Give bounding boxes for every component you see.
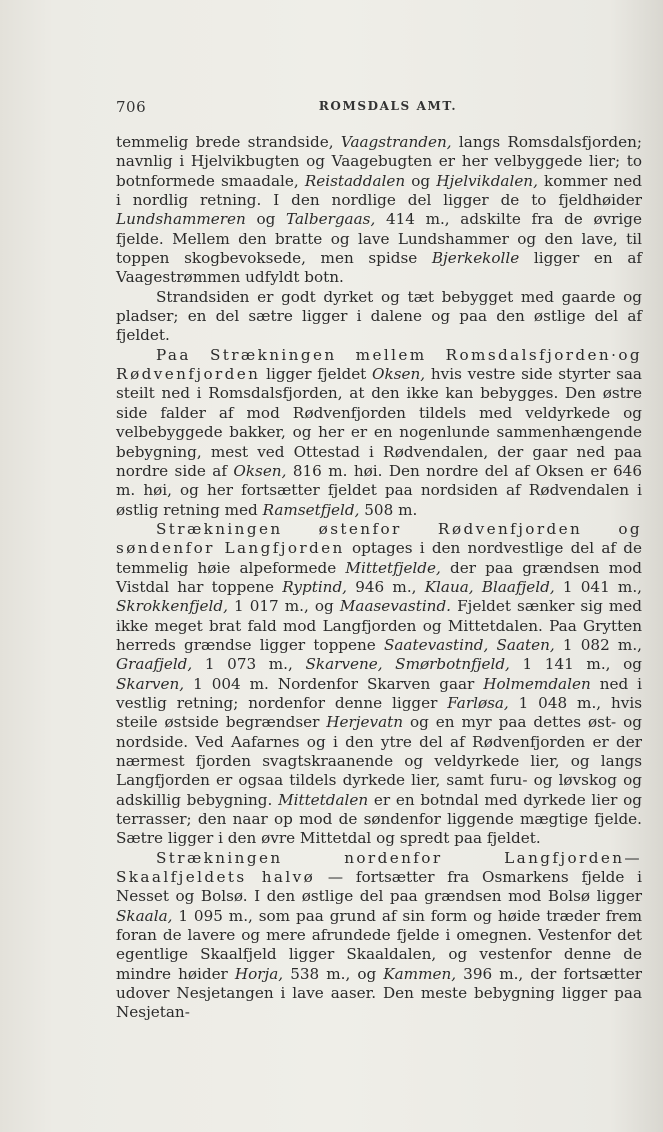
- place-name: Kammen,: [383, 964, 457, 983]
- text-run: ned i vestlig retning; nordenfor denne ligger: [116, 674, 642, 712]
- text-run: 1 048 m., hvis steile østside begrændser: [116, 693, 642, 732]
- section-lead: Strækningen østenfor Rødvenfjorden og søndenfor Langfjorden: [116, 519, 642, 558]
- text-run: temmelig brede strandside,: [116, 133, 341, 151]
- place-name: Klaua, Blaafjeld,: [424, 577, 555, 596]
- text-run: 1 017 m., og: [227, 597, 340, 616]
- place-name: Ryptind,: [282, 577, 348, 596]
- place-name: Holmemdalen: [483, 674, 591, 693]
- text-run: er en botndal med dyrkede lier og terrasser; den naar op mod de søndenfor liggende mægtige fjelde. Sætre ligger i den øvre Mittetdal og spredt paa fjeldet.: [116, 790, 642, 848]
- text-run: kommer ned i nordlig retning. I den nordlige del ligger de to fjeldhøider: [116, 171, 642, 210]
- text-run: Strandsiden er godt dyrket og tæt bebygget med gaarde og pladser; en del sætre ligger i dalene og paa den østlige del af fjeldet.: [116, 287, 642, 345]
- text-run: 1 095 m., som paa grund af sin form og høide træder frem foran de lavere og mere afrundede fjelde i omegnen. Vestenfor det egentlige Skaalfjeld ligger Skaaldalen, og vestenfor denne de mindre høider: [116, 906, 642, 983]
- text-run: optages i den nordvestlige del af de temmelig høie alpeformede: [116, 539, 643, 577]
- text-run: ligger fjeldet: [260, 365, 373, 384]
- text-run: 1 041 m.,: [554, 577, 642, 596]
- place-name: Ramsetfjeld,: [262, 500, 360, 519]
- paragraph-1: [116, 133, 642, 288]
- place-name: Mittetdalen: [278, 790, 369, 809]
- paragraph-5: [116, 849, 642, 1023]
- text-run: 414 m., adskilte fra de øvrige fjelde. Mellem den bratte og lave Lundshammer og den lave, til toppen skogbevoksede, men spidse: [116, 210, 642, 268]
- text-run: og en myr paa dettes øst- og nordside. Ved Aafarnes og i den ytre del af Rødvenfjorden er der nærmest fjorden svagtskraanende og veldyrkede lier, og langs Langfjorden er ogsaa tildels dyrkede lier, samt furu- og løvskog og adskillig bebygning.: [116, 713, 642, 809]
- text-run: — fortsætter fra Osmarkens fjelde i Nesset og Bolsø. I den østlige del paa grændsen mod Bolsø ligger: [116, 868, 643, 906]
- section-lead: Strækningen nordenfor Langfjorden— Skaalfjeldets halvø: [116, 848, 642, 887]
- place-name: Lundshammeren: [116, 210, 246, 229]
- place-name: Vaagstranden,: [340, 133, 452, 151]
- section-lead: Paa Strækningen mellem Romsdalsfjorden·og Rødvenfjorden: [116, 345, 642, 384]
- place-name: Skaala,: [116, 906, 173, 925]
- text-run: ligger en af Vaagestrømmen udfyldt botn.: [116, 249, 642, 287]
- place-name: Talbergaas,: [286, 210, 376, 229]
- text-run: 508 m.: [359, 500, 418, 519]
- place-name: Reistaddalen: [304, 171, 406, 190]
- place-name: Skarvene, Smørbotnfjeld,: [305, 655, 510, 674]
- body-text: [116, 133, 642, 1023]
- page-header: [116, 98, 642, 120]
- text-run: 946 m.,: [347, 577, 425, 596]
- paragraph-3: [116, 346, 642, 520]
- place-name: Maasevastind.: [339, 597, 452, 616]
- text-run: og: [245, 210, 286, 229]
- place-name: Skrokkenfjeld,: [116, 597, 228, 616]
- place-name: Oksen,: [233, 461, 287, 480]
- paragraph-4: [116, 520, 642, 849]
- place-name: Herjevatn: [326, 713, 404, 732]
- text-run: 1 004 m. Nordenfor Skarven gaar: [184, 674, 484, 693]
- text-run: 816 m. høi. Den nordre del af Oksen er 646 m. høi, og her fortsætter fjeldet paa nordsiden af Rødvendalen i østlig retning med: [116, 461, 642, 519]
- text-run: 1 082 m.,: [554, 635, 642, 654]
- place-name: Saatevastind, Saaten,: [383, 635, 555, 654]
- place-name: Horja,: [234, 964, 284, 983]
- text-run: Fjeldet sænker sig med ikke meget brat fald mod Langfjorden og Mittetdalen. Paa Grytten herreds grændse ligger toppene: [116, 597, 642, 654]
- place-name: Hjelvikdalen,: [436, 171, 538, 190]
- text-run: 1 073 m.,: [192, 655, 306, 674]
- page-number: 706: [116, 98, 147, 116]
- place-name: Oksen,: [372, 365, 426, 384]
- text-run: langs Romsdalsfjorden; navnlig i Hjelvikbugten og Vaagebugten er her velbyggede lier; to botnformede smaadale,: [116, 133, 642, 190]
- text-run: 396 m., der fortsætter udover Nesjetangen i lave aaser. Den meste bebygning ligger paa Nesjetan-: [116, 964, 642, 1022]
- place-name: Graafjeld,: [116, 655, 193, 674]
- text-run: og: [405, 171, 437, 190]
- text-run: 1 141 m., og: [509, 655, 642, 674]
- text-run: 538 m., og: [283, 964, 384, 983]
- place-name: Skarven,: [116, 674, 185, 693]
- text-run: der paa grændsen mod Vistdal har toppene: [116, 558, 642, 596]
- place-name: Farløsa,: [447, 693, 509, 712]
- place-name: Mittetfjelde,: [345, 558, 441, 577]
- running-title: ROMSDALS AMT.: [318, 99, 458, 113]
- paragraph-2: [116, 288, 642, 346]
- text-run: hvis vestre side styrter saa steilt ned i Romsdalsfjorden, at den ikke kan bebygges. Den østre side falder af mod Rødvenfjorden tildels med veldyrkede og velbebyggede bakker, og her er en nogenlunde sammenhængende bebygning, mest ved Ottestad i Rødvendalen, der gaar ned paa nordre side af: [116, 365, 642, 480]
- place-name: Bjerkekolle: [431, 249, 520, 268]
